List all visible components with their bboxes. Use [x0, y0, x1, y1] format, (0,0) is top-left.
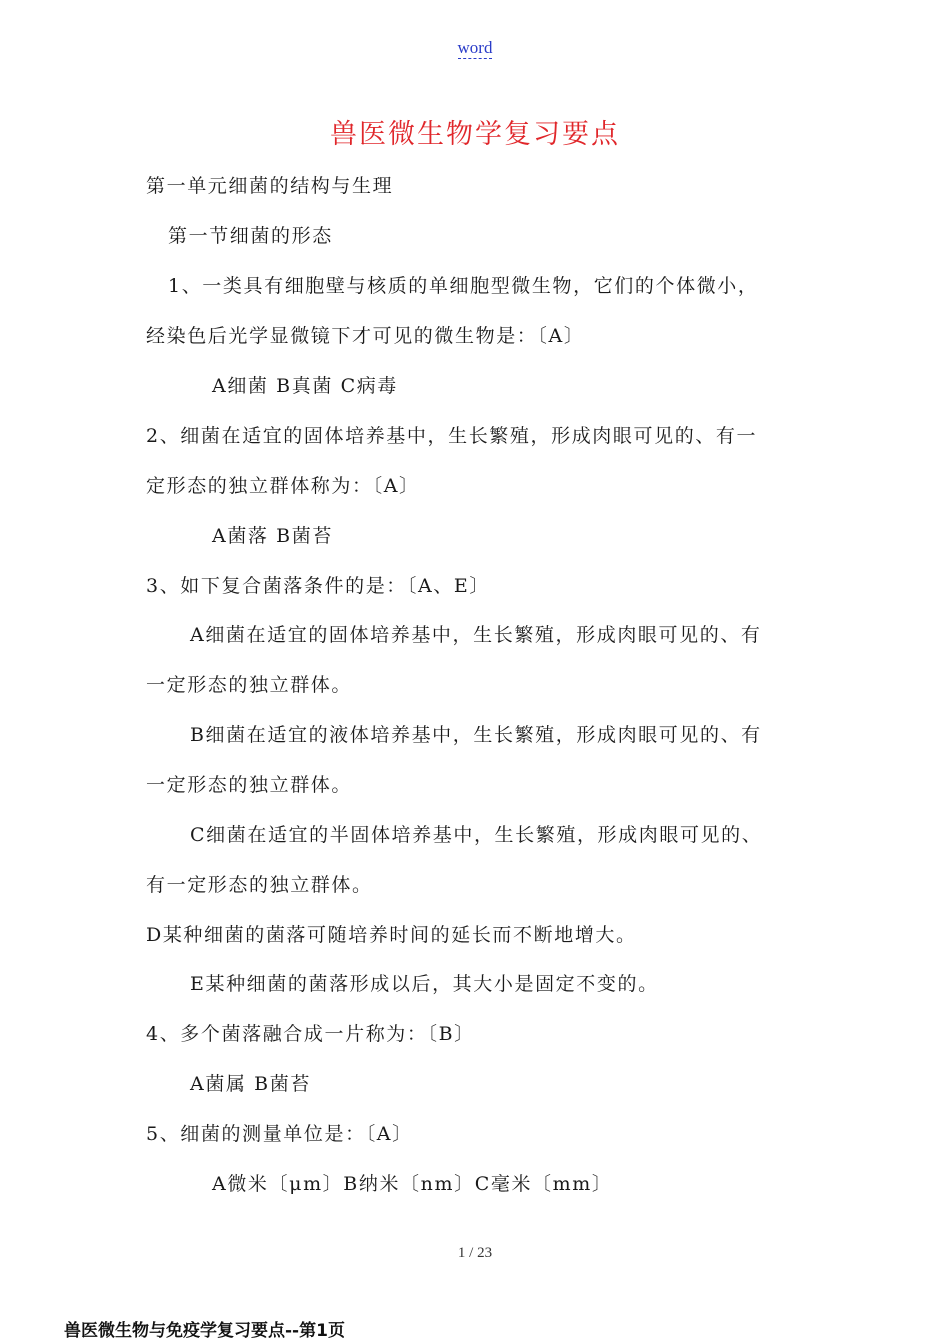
question-3-option-b-line-1: B细菌在适宜的液体培养基中，生长繁殖，形成肉眼可见的、有 — [190, 724, 762, 746]
question-3-option-d: D某种细菌的菌落可随培养时间的延长而不断地增大。 — [146, 924, 637, 946]
section-heading: 第一节细菌的形态 — [168, 225, 333, 247]
header-word-link[interactable] — [0, 38, 950, 58]
question-2-options: A菌落 B菌苔 — [212, 525, 333, 547]
question-3-option-b-line-2: 一定形态的独立群体。 — [146, 774, 353, 796]
question-3-option-c-line-1: C细菌在适宜的半固体培养基中，生长繁殖，形成肉眼可见的、 — [190, 824, 763, 846]
question-2-line-1: 2、细菌在适宜的固体培养基中，生长繁殖，形成肉眼可见的、有一 — [146, 425, 758, 447]
question-3-option-c-line-2: 有一定形态的独立群体。 — [146, 874, 373, 896]
page-number: 1 / 23 — [457, 1245, 493, 1261]
document-title: 兽医微生物学复习要点 — [330, 119, 620, 150]
question-1-options: A细菌 B真菌 C病毒 — [212, 375, 398, 397]
question-3-option-a-line-1: A细菌在适宜的固体培养基中，生长繁殖，形成肉眼可见的、有 — [190, 624, 762, 646]
question-2-line-2: 定形态的独立群体称为：〔A〕 — [146, 475, 420, 497]
header-link-text[interactable]: word — [457, 38, 493, 57]
question-5-line-1: 5、细菌的测量单位是：〔A〕 — [146, 1123, 413, 1145]
unit-heading: 第一单元细菌的结构与生理 — [146, 175, 394, 197]
footer-caption: 兽医微生物与免疫学复习要点--第1页 — [64, 1321, 345, 1341]
question-4-options: A菌属 B菌苔 — [190, 1073, 311, 1095]
question-3-line-1: 3、如下复合菌落条件的是：〔A、E〕 — [146, 575, 490, 597]
question-1-line-1: 1、一类具有细胞壁与核质的单细胞型微生物，它们的个体微小， — [168, 275, 759, 297]
question-3-option-a-line-2: 一定形态的独立群体。 — [146, 674, 353, 696]
question-5-options: A微米〔μm〕B纳米〔nm〕C毫米〔mm〕 — [212, 1173, 613, 1195]
question-4-line-1: 4、多个菌落融合成一片称为：〔B〕 — [146, 1023, 475, 1045]
question-3-option-e: E某种细菌的菌落形成以后，其大小是固定不变的。 — [190, 973, 659, 995]
question-1-line-2: 经染色后光学显微镜下才可见的微生物是：〔A〕 — [146, 325, 585, 347]
